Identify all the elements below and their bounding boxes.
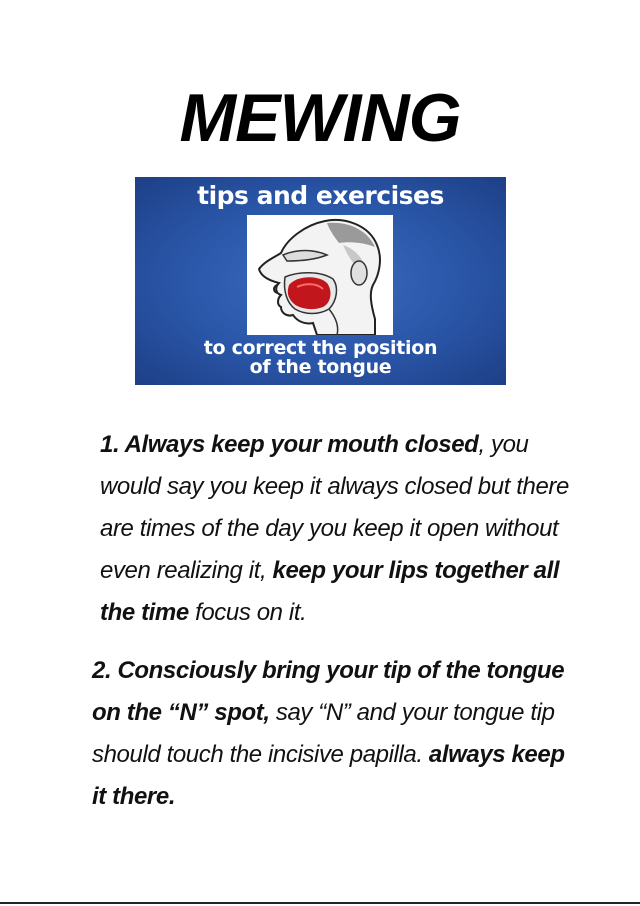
tip-1-bold-emphasis: keep your lips together all the time xyxy=(100,557,560,626)
banner-image xyxy=(135,177,506,385)
tip-1-text: , you would say you keep it always closed but there are times of the day you keep it open without even realizing it, xyxy=(100,431,569,584)
tip-1-bold-heading: 1. Always keep your mouth closed xyxy=(100,431,479,458)
banner-bottom-line-2: of the tongue xyxy=(249,356,392,378)
tip-2-bold-emphasis: always keep it there. xyxy=(92,741,565,810)
banner-bottom-text xyxy=(135,339,506,377)
page-title: MEWING xyxy=(179,80,461,156)
tip-2-text: say “N” and your tongue tip should touch the incisive papilla. xyxy=(92,699,555,768)
bottom-divider xyxy=(0,902,640,904)
tip-1-text-end: focus on it. xyxy=(188,599,307,626)
tongue-anatomy-illustration xyxy=(247,215,393,335)
tip-2-bold-heading: 2. Consciously bring your tip of the tongue on the “N” spot, xyxy=(92,657,565,726)
banner-top-text: tips and exercises xyxy=(197,181,444,210)
tip-1 xyxy=(92,424,572,634)
tip-2 xyxy=(92,650,572,818)
banner-bottom-line-1: to correct the position xyxy=(203,337,438,359)
tips-content xyxy=(92,424,572,818)
